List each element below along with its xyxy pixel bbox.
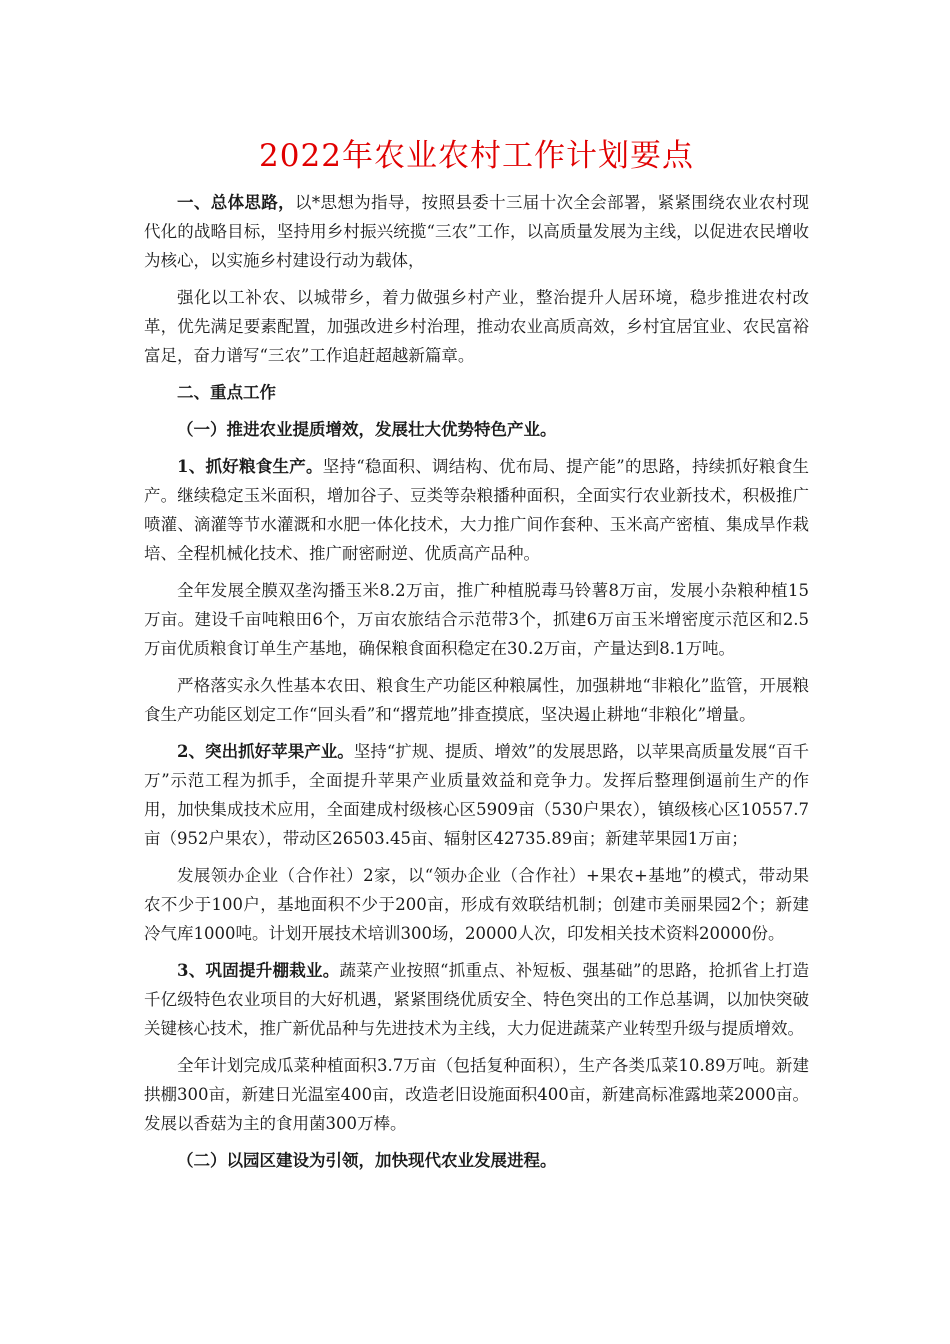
section-heading-key-work: 二、重点工作 bbox=[177, 383, 276, 402]
paragraph-text: 严格落实永久性基本农田、粮食生产功能区种粮属性，加强耕地“非粮化”监管，开展粮食生产功能区划定工作“回头看”和“撂荒地”排查摸底，坚决遏止耕地“非粮化”增量。 bbox=[144, 676, 809, 724]
paragraph-text: 强化以工补农、以城带乡，着力做强乡村产业，整治提升人居环境，稳步推进农村改革，优先满足要素配置，加强改进乡村治理，推动农业高质高效，乡村宜居宜业、农民富裕富足，奋力谱写“三农”工作追赶超越新篇章。 bbox=[144, 288, 809, 365]
paragraph-text: 坚持“稳面积、调结构、优布局、提产能”的思路，持续抓好粮食生产。继续稳定玉米面积，增加谷子、豆类等杂粮播种面积，全面实行农业新技术，积极推广喷灌、滴灌等节水灌溉和水肥一体化技术，大力推广间作套种、玉米高产密植、集成旱作栽培、全程机械化技术、推广耐密耐逆、优质高产品种。 bbox=[144, 457, 809, 563]
item-grain-production bbox=[144, 452, 809, 568]
document-page bbox=[144, 136, 809, 1183]
item-heading: 2、突出抓好苹果产业。 bbox=[177, 742, 354, 761]
section-heading-overall: 一、总体思路， bbox=[177, 193, 296, 212]
item-heading: 1、抓好粮食生产。 bbox=[177, 457, 323, 476]
document-title: 2022年农业农村工作计划要点 bbox=[259, 138, 694, 174]
item-apple-industry bbox=[144, 737, 809, 853]
subsection-heading-2: （二）以园区建设为引领，加快现代农业发展进程。 bbox=[177, 1151, 557, 1170]
paragraph-text: 全年发展全膜双垄沟播玉米8.2万亩，推广种植脱毒马铃薯8万亩，发展小杂粮种植15万亩。建设千亩吨粮田6个，万亩农旅结合示范带3个，抓建6万亩玉米增密度示范区和2.5万亩优质粮食订单生产基地，确保粮食面积稳定在30.2万亩，产量达到8.1万吨。 bbox=[144, 581, 809, 658]
subsection-heading-1: （一）推进农业提质增效，发展壮大优势特色产业。 bbox=[177, 420, 557, 439]
paragraph-text: 全年计划完成瓜菜种植面积3.7万亩（包括复种面积），生产各类瓜菜10.89万吨。新建拱棚300亩，新建日光温室400亩，改造老旧设施面积400亩，新建高标准露地菜2000亩。发展以香菇为主的食用菌300万棒。 bbox=[144, 1056, 809, 1133]
item-heading: 3、巩固提升棚栽业。 bbox=[177, 961, 340, 980]
paragraph-text: 蔬菜产业按照“抓重点、补短板、强基础”的思路，抢抓省上打造千亿级特色农业项目的大好机遇，紧紧围绕优质安全、特色突出的工作总基调，以加快突破关键核心技术，推广新优品种与先进技术为主线，大力促进蔬菜产业转型升级与提质增效。 bbox=[144, 961, 810, 1038]
paragraph-overall-approach bbox=[144, 188, 809, 275]
paragraph-text: 以*思想为指导，按照县委十三届十次全会部署，紧紧围绕农业农村现代化的战略目标，坚持用乡村振兴统揽“三农”工作，以高质量发展为主线，以促进农民增收为核心，以实施乡村建设行动为载体， bbox=[144, 193, 810, 270]
paragraph-text: 发展领办企业（合作社）2家，以“领办企业（合作社）+果农+基地”的模式，带动果农不少于100户，基地面积不少于200亩，形成有效联结机制；创建市美丽果园2个；新建冷气库1000吨。计划开展技术培训300场，20000人次，印发相关技术资料20000份。 bbox=[144, 866, 809, 943]
paragraph-text: 坚持“扩规、提质、增效”的发展思路，以苹果高质量发展“百千万”示范工程为抓手，全面提升苹果产业质量效益和竞争力。发挥后整理倒逼前生产的作用，加快集成技术应用，全面建成村级核心区5909亩（530户果农），镇级核心区10557.7亩（952户果农），带动区26503.45亩、辐射区42735.89亩；新建苹果园1万亩； bbox=[144, 742, 809, 848]
item-greenhouse bbox=[144, 956, 809, 1043]
